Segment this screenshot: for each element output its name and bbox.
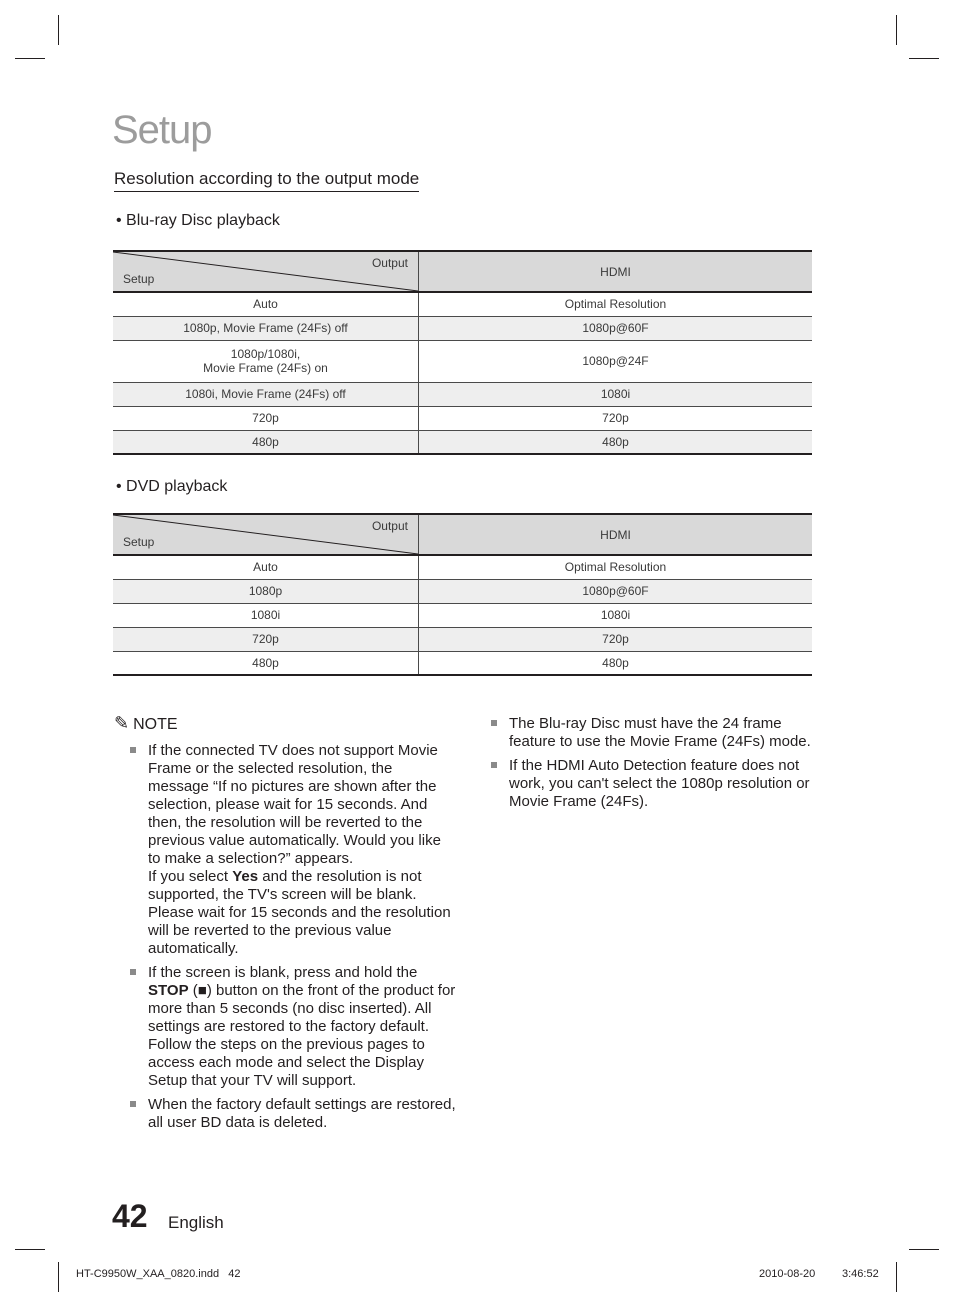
table-row — [113, 406, 812, 430]
header-diagonal-cell — [113, 514, 419, 555]
table-row — [113, 316, 812, 340]
note-text: ) button on the front of the product for more than 5 seconds (no disc inserted). All settings are restored to the factory default. Follow the steps on the previous pages to access each mode and select the Display Setup that your TV will support. — [148, 982, 456, 1089]
cell-hdmi: 1080p@60F — [419, 316, 813, 340]
note-text: ( — [188, 982, 198, 999]
header-setup-label: Setup — [123, 535, 155, 549]
page-number: 42 — [112, 1198, 148, 1234]
section-title: Resolution according to the output mode — [114, 169, 419, 192]
note-item — [128, 964, 456, 1090]
table-row — [113, 555, 812, 579]
cell-hdmi: 1080i — [419, 382, 813, 406]
header-output-label: Output — [371, 519, 408, 533]
crop-mark — [909, 1249, 939, 1250]
table-row — [113, 292, 812, 316]
table-row — [113, 603, 812, 627]
note-text: and the resolution is not supported, the TV's screen will be blank. Please wait for 15 seconds and the resolution will be reverted to the previous value automatically. — [148, 868, 451, 957]
cell-setup: 1080i, Movie Frame (24Fs) off — [113, 382, 419, 406]
note-text: If the screen is blank, press and hold the — [148, 964, 418, 981]
table-row — [113, 382, 812, 406]
note-text: If the connected TV does not support Movie Frame or the selected resolution, the message “If no pictures are shown after the selection, please wait for 15 seconds. And then, the resolution will be reverted to the previous value automatically. Would you like to make a selection?” appears. — [148, 742, 441, 867]
note-item — [489, 715, 811, 751]
header-setup-label: Setup — [123, 272, 155, 286]
note-label: NOTE — [133, 716, 178, 733]
header-output-label: Output — [371, 256, 408, 270]
cell-hdmi: 1080p@24F — [419, 340, 813, 382]
print-time: 3:46:52 — [842, 1268, 879, 1280]
crop-mark — [15, 1249, 45, 1250]
bluray-heading: • Blu-ray Disc playback — [116, 212, 280, 229]
page-title: Setup — [112, 108, 212, 152]
cell-hdmi: 480p — [419, 430, 813, 454]
crop-mark — [896, 15, 897, 45]
cell-setup: Auto — [113, 555, 419, 579]
header-hdmi: HDMI — [419, 251, 813, 292]
cell-setup: 720p — [113, 627, 419, 651]
table-header-row — [113, 251, 812, 292]
dvd-heading: • DVD playback — [116, 478, 228, 495]
note-heading — [114, 713, 178, 734]
crop-mark — [58, 15, 59, 45]
stop-icon: ■ — [197, 982, 207, 999]
table-row — [113, 627, 812, 651]
cell-hdmi: 480p — [419, 651, 813, 675]
header-hdmi: HDMI — [419, 514, 813, 555]
square-bullet-icon — [130, 969, 136, 975]
cell-hdmi: Optimal Resolution — [419, 292, 813, 316]
table-header-row — [113, 514, 812, 555]
note-bold-text: STOP — [148, 982, 189, 999]
note-item — [489, 757, 811, 811]
cell-hdmi: 1080p@60F — [419, 579, 813, 603]
dvd-table — [113, 513, 812, 676]
crop-mark — [909, 58, 939, 59]
file-info: HT-C9950W_XAA_0820.indd 42 — [76, 1268, 241, 1280]
square-bullet-icon — [491, 762, 497, 768]
note-list-left — [128, 742, 456, 1138]
crop-mark — [58, 1262, 59, 1292]
header-diagonal-cell — [113, 251, 419, 292]
note-text: When the factory default settings are restored, all user BD data is deleted. — [148, 1096, 456, 1131]
note-item — [128, 742, 456, 958]
note-item — [128, 1096, 456, 1132]
cell-hdmi: Optimal Resolution — [419, 555, 813, 579]
cell-setup-line: 1080p/1080i, — [230, 347, 301, 361]
note-list-right — [489, 715, 811, 817]
note-text: If the HDMI Auto Detection feature does not work, you can't select the 1080p resolution or Movie Frame (24Fs). — [509, 757, 810, 810]
cell-hdmi: 720p — [419, 406, 813, 430]
cell-setup: 1080p — [113, 579, 419, 603]
table-row — [113, 579, 812, 603]
pencil-icon: ✎ — [114, 713, 130, 733]
table-row — [113, 651, 812, 675]
note-text: The Blu-ray Disc must have the 24 frame feature to use the Movie Frame (24Fs) mode. — [509, 715, 811, 750]
cell-setup: 1080i — [113, 603, 419, 627]
note-text: If you select — [148, 868, 233, 885]
square-bullet-icon — [130, 747, 136, 753]
table-row — [113, 430, 812, 454]
bluray-table — [113, 250, 812, 455]
note-bold-text: Yes — [232, 868, 259, 885]
crop-mark — [15, 58, 45, 59]
square-bullet-icon — [491, 720, 497, 726]
language-label: English — [168, 1213, 224, 1232]
cell-setup-line: Movie Frame (24Fs) on — [203, 361, 328, 375]
square-bullet-icon — [130, 1101, 136, 1107]
cell-setup: 480p — [113, 651, 419, 675]
cell-setup: 1080p, Movie Frame (24Fs) off — [113, 316, 419, 340]
print-date: 2010-08-20 — [759, 1268, 816, 1280]
table-row — [113, 340, 812, 382]
cell-hdmi: 720p — [419, 627, 813, 651]
cell-setup: 480p — [113, 430, 419, 454]
cell-setup — [113, 340, 419, 382]
cell-setup: Auto — [113, 292, 419, 316]
crop-mark — [896, 1262, 897, 1292]
cell-hdmi: 1080i — [419, 603, 813, 627]
cell-setup: 720p — [113, 406, 419, 430]
